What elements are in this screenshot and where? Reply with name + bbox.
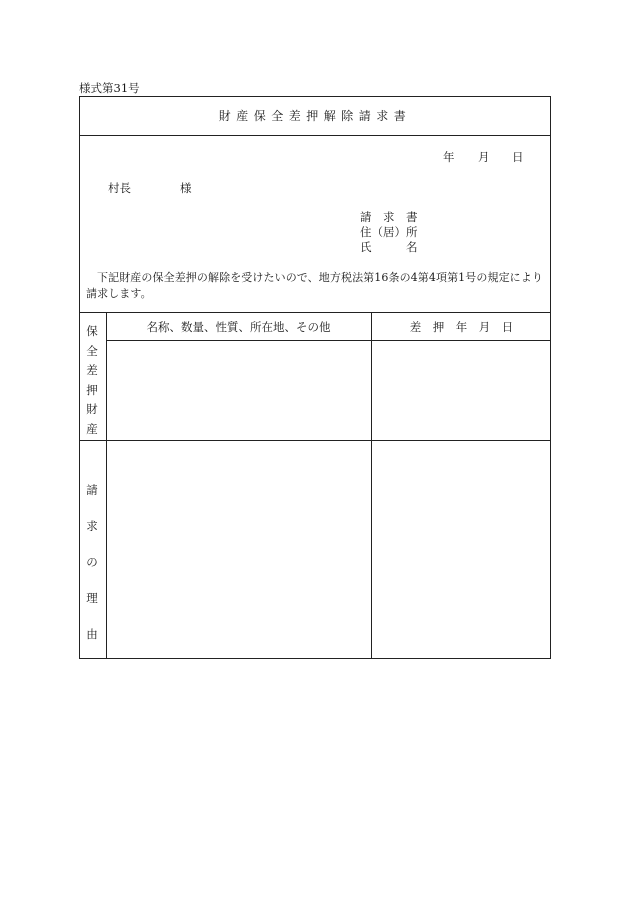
table-header-divider xyxy=(106,340,551,341)
date-day-label: 日 xyxy=(512,150,524,164)
property-section-label: 保 全 差 押 財 産 xyxy=(86,324,98,436)
section-divider xyxy=(79,440,551,441)
date-month-label: 月 xyxy=(478,150,490,164)
form-frame xyxy=(79,96,551,659)
form-number: 様式第31号 xyxy=(79,81,140,95)
request-statement: 下記財産の保全差押の解除を受けたいので、地方税法第16条の4第4項第1号の規定により請求します。 xyxy=(86,271,543,300)
date-column-divider xyxy=(371,312,372,659)
date-year-label: 年 xyxy=(443,150,455,164)
reason-section-label: 請 求 の 理 由 xyxy=(86,483,98,641)
requester-address-label: 住（居）所 xyxy=(360,225,418,239)
label-column-divider xyxy=(106,312,107,659)
addressee-honorific: 様 xyxy=(180,181,192,195)
seizure-date-header: 差 押 年 月 日 xyxy=(409,320,514,334)
form-title: 財産保全差押解除請求書 xyxy=(218,109,412,123)
table-top-border xyxy=(79,312,551,313)
requester-label: 請 求 書 xyxy=(360,210,418,224)
property-details-header: 名称、数量、性質、所在地、その他 xyxy=(146,320,331,334)
requester-name-label: 氏 名 xyxy=(360,240,418,254)
title-divider xyxy=(79,135,551,136)
addressee-village-head: 村長 xyxy=(108,181,131,195)
